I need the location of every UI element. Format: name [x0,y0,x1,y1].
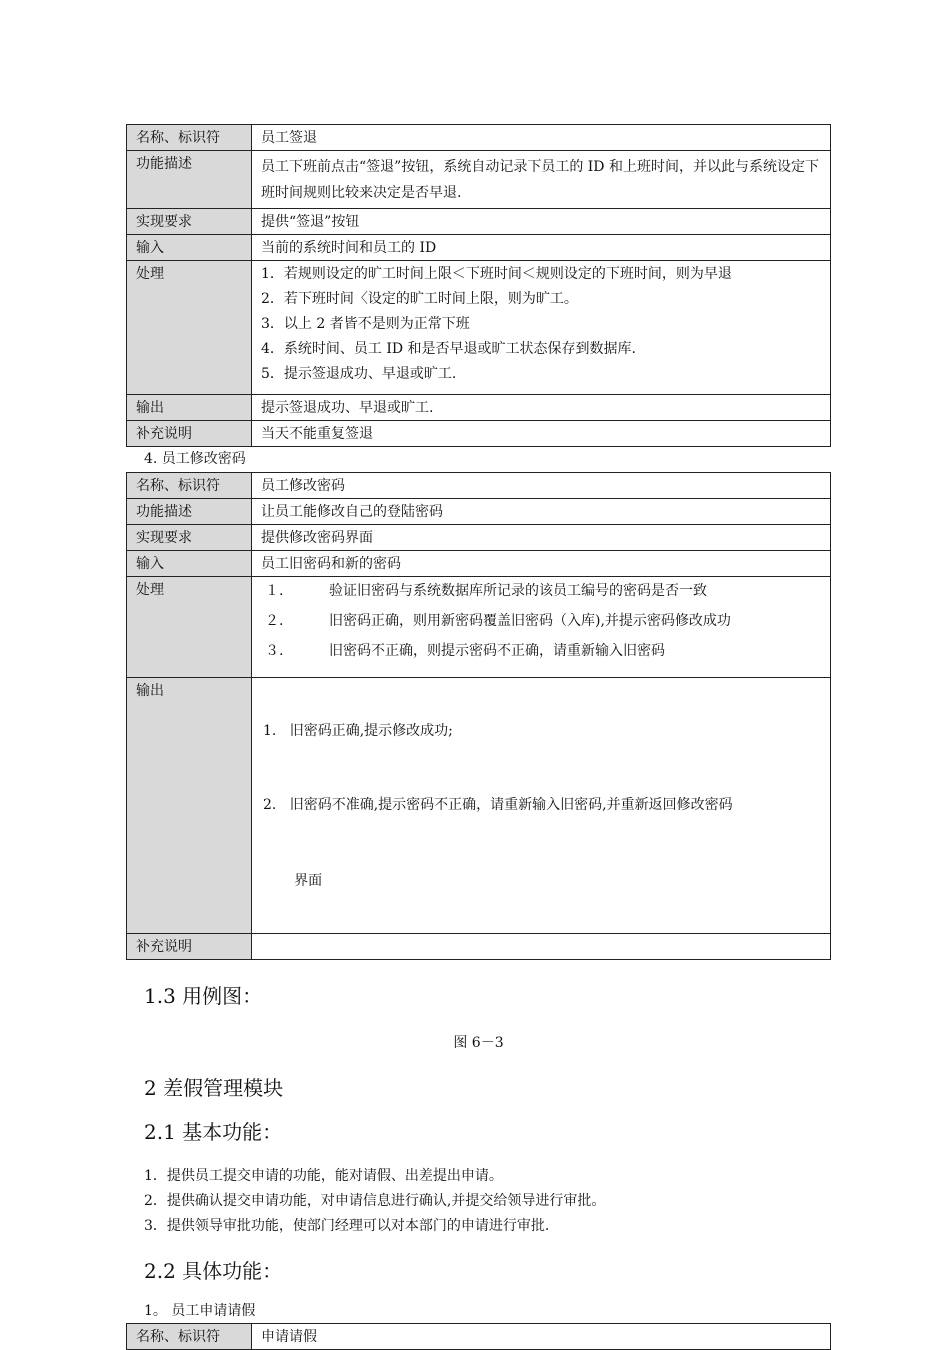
table-row [127,499,831,525]
row-label: 实现要求 [127,209,252,235]
row-label: 补充说明 [127,934,252,960]
process-step: １. 验证旧密码与系统数据库所记录的该员工编号的密码是否一致 [265,583,707,599]
table-row [127,1324,831,1350]
list-item: 3．提供领导审批功能，使部门经理可以对本部门的申请进行审批. [144,1218,550,1234]
row-label: 名称、标识符 [127,125,252,151]
row-value [252,934,831,960]
row-value: 员工修改密码 [252,473,831,499]
section-heading: 1.3 用例图： [144,984,263,1008]
row-value: 申请请假 [252,1324,831,1350]
row-value: 提示签退成功、早退或旷工. [252,395,831,421]
section-heading: 2 差假管理模块 [144,1076,284,1100]
process-cell [252,577,831,678]
table-row [127,235,831,261]
process-step: 4．系统时间、员工 ID 和是否早退或旷工状态保存到数据库. [261,341,637,357]
figure-caption: 图 6－3 [453,1035,504,1051]
section-heading: 2.2 具体功能： [144,1259,283,1283]
table-row [127,551,831,577]
row-value: 提供修改密码界面 [252,525,831,551]
process-step: ２. 旧密码正确，则用新密码覆盖旧密码（入库),并提示密码修改成功 [265,613,731,629]
row-label: 输入 [127,235,252,261]
row-label: 输入 [127,551,252,577]
row-label: 功能描述 [127,151,252,209]
row-label: 名称、标识符 [127,1324,252,1350]
table-row [127,525,831,551]
row-value: 员工旧密码和新的密码 [252,551,831,577]
row-label: 功能描述 [127,499,252,525]
table-row [127,421,831,447]
basic-function-list [126,1164,831,1239]
row-label: 处理 [127,577,252,678]
table-row [127,151,831,209]
row-value: 员工下班前点击“签退”按钮，系统自动记录下员工的 ID 和上班时间，并以此与系统设定下班时间规则比较来决定是否早退. [252,151,831,209]
row-value: 当前的系统时间和员工的 ID [252,235,831,261]
list-item: 1．提供员工提交申请的功能，能对请假、出差提出申请。 [144,1168,503,1184]
table-employee-signout [126,124,831,447]
row-value: 提供“签退”按钮 [252,209,831,235]
output-line: 1. 旧密码正确,提示修改成功; [263,723,453,739]
table-row [127,125,831,151]
table-row [127,261,831,395]
row-label: 输出 [127,395,252,421]
process-step: 3．以上 2 者皆不是则为正常下班 [261,316,470,332]
table-caption: 1。 员工申请请假 [144,1303,256,1319]
process-step: 2．若下班时间〈设定的旷工时间上限，则为旷工。 [261,291,578,307]
process-step: 5．提示签退成功、早退或旷工. [261,366,457,382]
row-value: 员工签退 [252,125,831,151]
row-label: 输出 [127,678,252,934]
row-value: 让员工能修改自己的登陆密码 [252,499,831,525]
output-line: 2. 旧密码不准确,提示密码不正确，请重新输入旧密码,并重新返回修改密码 [263,797,733,813]
row-label: 名称、标识符 [127,473,252,499]
output-cell [252,678,831,934]
process-step: ３. 旧密码不正确，则提示密码不正确，请重新输入旧密码 [265,643,665,659]
row-label: 补充说明 [127,421,252,447]
list-item: 2．提供确认提交申请功能，对申请信息进行确认,并提交给领导进行审批。 [144,1193,606,1209]
section-heading: 2.1 基本功能： [144,1120,283,1144]
document-body [126,124,831,1350]
table-row [127,678,831,934]
output-line: 界面 [263,873,323,889]
process-cell [252,261,831,395]
process-step: 1．若规则设定的旷工时间上限＜下班时间＜规则设定的下班时间，则为早退 [261,266,732,282]
row-label: 处理 [127,261,252,395]
table-leave-request [126,1323,831,1350]
table-caption: 4. 员工修改密码 [144,451,246,467]
row-label: 实现要求 [127,525,252,551]
table-row [127,934,831,960]
row-value: 当天不能重复签退 [252,421,831,447]
table-row [127,577,831,678]
table-row [127,209,831,235]
table-change-password [126,472,831,960]
table-row [127,473,831,499]
table-row [127,395,831,421]
